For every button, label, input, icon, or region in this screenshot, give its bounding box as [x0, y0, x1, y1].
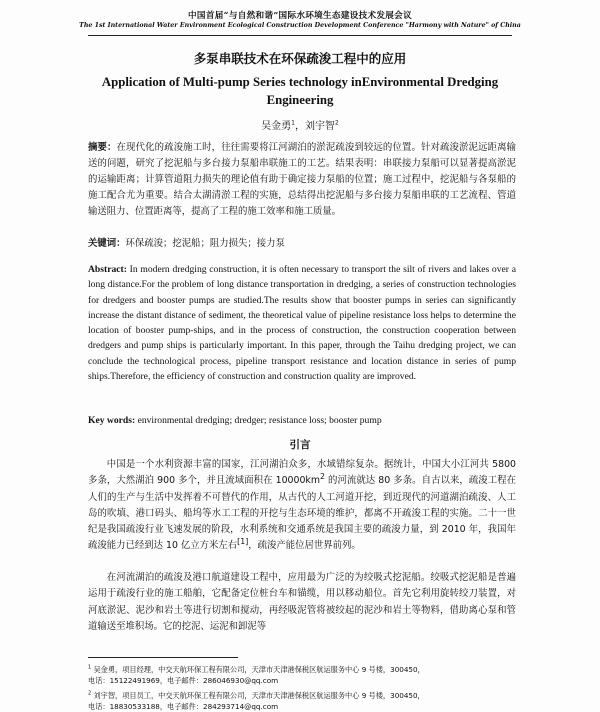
body-text: 中国是一个水利资源丰富的国家，江河湖泊众多，水域错综复杂。据统计，中国大小江河共 5800 多条，大然湖泊 900 多个，并且流域面积在 10000km: [88, 459, 516, 487]
footnote-contact: 电话：18830533188，电子邮件：284293714@qq.com: [88, 702, 279, 711]
citation-ref[interactable]: [1]: [237, 537, 249, 547]
footnote: [88, 664, 518, 686]
paper-title-en: Application of Multi-pump Series technology inEnvironmental Dredging Engineering: [101, 75, 499, 107]
author-affiliation-marker: 2: [335, 119, 339, 127]
paper-title-cn: 多泵串联技术在环保疏浚工程中的应用: [193, 51, 407, 66]
header-rule: [88, 35, 512, 36]
keywords-text-en: environmental dredging; dredger; resistance loss; booster pump: [135, 415, 382, 426]
author-name: 刘宇智: [305, 121, 335, 132]
author-name: 吴金勇: [261, 121, 292, 132]
footnote-text: 吴金勇，项目经理，中交天航环保工程有限公司，天津市天津港保税区航运服务中心 9 号楼，300450，: [91, 665, 425, 674]
footnote-marker: 1: [88, 664, 92, 671]
abstract-text-cn: 在现代化的疏浚施工时，往往需要将江河湖泊的淤泥疏浚到较远的位置。针对疏浚淤泥远距离输送的问题，研究了挖泥船与多台接力泵船串联施工的工艺。结果表明：串联接力泵船可以显著提高淤泥的运输距离；计算管道阻力损失的理论值有助于确定接力泵船的位置；施工过程中，挖泥船与各泵船的施工配合尤为重要。结合太湖清淤工程的实施，总结得出挖泥船与多台接力泵船串联的工艺流程、管道输送阻力、位置距离等，提高了工程的施工效率和施工质量。: [88, 142, 516, 217]
footnote-text: 刘宇智，项目员工，中交天航环保工程有限公司，天津市天津港保税区航运服务中心 9 号楼，300450，: [91, 691, 425, 700]
conference-header-cn: 中国首届“与自然和谐”国际水环境生态建设技术发展会议: [188, 11, 412, 21]
keywords-text-cn: 环保疏浚；挖泥船；阻力损失；接力泵: [125, 238, 285, 249]
abstract-cn: [88, 140, 516, 220]
section-heading: 引言: [289, 439, 311, 451]
author-line: [0, 117, 600, 132]
body-text: 的河流就达 80 多条。自古以来，疏浚工程在人们的生产与生活中发挥着不可替代的作用，从古代的人工河道开挖，到近现代的河道湖泊疏浚、人工岛的吹填、港口码头、船坞等水工工程的开挖与生态环境的维护，都离不开疏浚工程的实施。二十一世纪是我国疏浚行业飞速发展的阶段，水利系统和交通系统是我国主要的疏浚力量，到 2010 年，我国年疏浚能力已经到达 10 亿立方米左右: [88, 475, 516, 552]
footnote-marker: 2: [88, 690, 92, 697]
keywords-label-cn: 关键词：: [88, 238, 126, 249]
footnote: [88, 690, 518, 712]
author-separator: ，: [295, 121, 305, 132]
keywords-label-en: Key words:: [88, 415, 136, 426]
body-paragraph: 在河流湖泊的疏浚及港口航道建设工程中，应用最为广泛的为绞吸式挖泥船。绞吸式挖泥船是普遍运用于疏浚行业的施工船舶，它配备定位桩台车和锚缆，用以移动船位。首先它利用旋转绞刀装置，对河底淤泥、泥沙和岩土等进行切割和搅动，再经吸泥管将被绞起的泥沙和岩土等物料，借助离心泵和管道输送至堆积场。它的挖泥、运泥和卸泥等: [88, 572, 516, 632]
abstract-text-en: In modern dredging construction, it is often necessary to transport the silt of rivers and lakes over a long distance.For the problem of long distance transportation in dredging, a series of construction technologies for dredgers and booster pumps are studied.The results show that booster pumps in series can significantly increase the distant distance of sediment, the theoretical value of pipeline resistance loss helps to determine the location of booster pump-ships, and in the process of construction, the construction cooperation between dredgers and pump ships is particularly important. In this paper, through the Taihu dredging project, we can conclude the technological process, pipeline transport resistance and location distance in series of pump ships.Therefore, the efficiency of construction and construction quality are improved.: [88, 264, 516, 383]
keywords-cn: [88, 235, 516, 249]
superscript: 2: [320, 472, 325, 482]
body-text: ，疏浚产能位居世界前列。: [248, 540, 361, 552]
keywords-en: [88, 415, 516, 426]
conference-header-en: The 1st International Water Environment Ecological Construction Development Conference "Harmony with Nature" of China: [79, 22, 521, 29]
abstract-label-cn: 摘要：: [88, 142, 117, 153]
abstract-en: [88, 262, 516, 384]
body-paragraph: [88, 457, 516, 555]
abstract-label-en: Abstract:: [88, 264, 127, 275]
footnote-rule: [88, 657, 238, 658]
author-affiliation-marker: 1: [291, 119, 295, 127]
footnote-contact: 电话：15122491969，电子邮件：286046930@qq.com: [88, 676, 279, 685]
